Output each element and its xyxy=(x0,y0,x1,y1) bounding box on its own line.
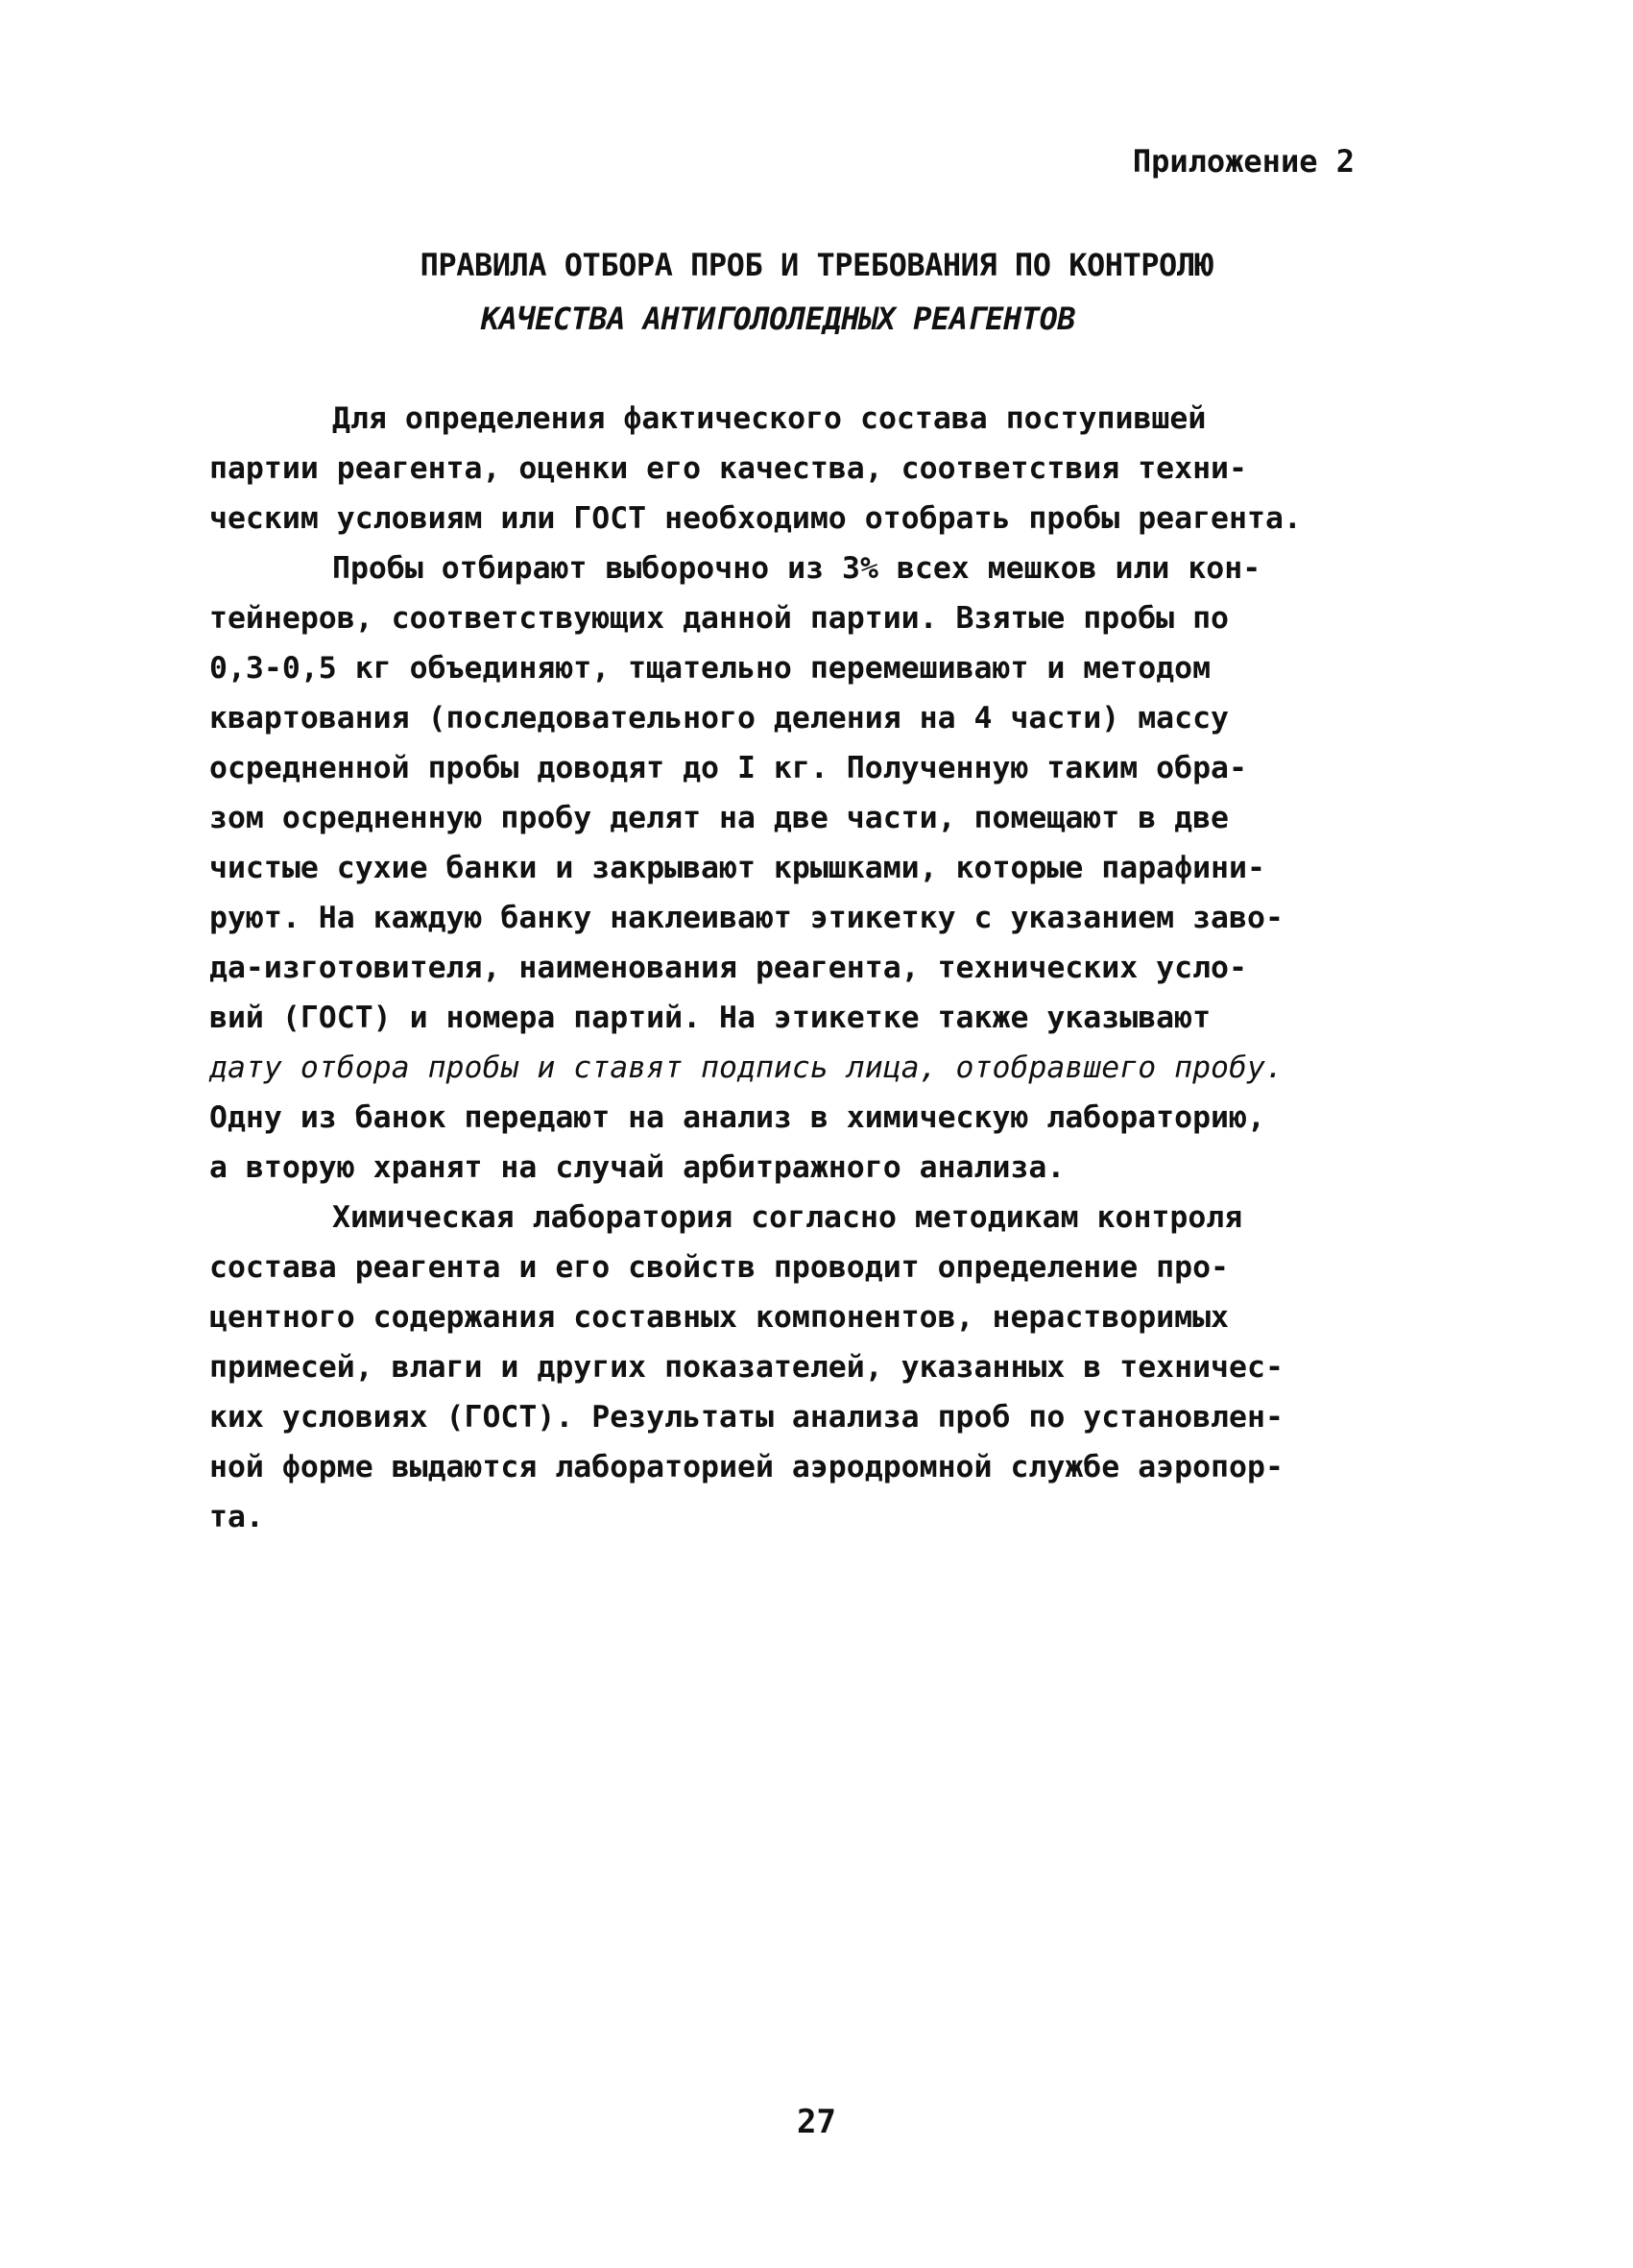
text-line: руют. На каждую банку наклеивают этикетку с указанием заво- xyxy=(209,901,1284,935)
paragraph-3 xyxy=(209,1193,1477,1542)
body-text xyxy=(209,394,1477,1542)
document-title xyxy=(0,238,1633,346)
text-line: квартования (последовательного деления на 4 части) массу xyxy=(209,701,1230,736)
title-line-2: КАЧЕСТВА АНТИГОЛОЛЕДНЫХ РЕАГЕНТОВ xyxy=(480,301,1076,337)
text-line: Химическая лаборатория согласно методикам контроля xyxy=(332,1200,1243,1235)
text-line: ких условиях (ГОСТ). Результаты анализа проб по установлен- xyxy=(209,1400,1284,1435)
text-line: чистые сухие банки и закрывают крышками, которые парафини- xyxy=(209,851,1265,885)
title-line-1: ПРАВИЛА ОТБОРА ПРОБ И ТРЕБОВАНИЯ ПО КОНТРОЛЮ xyxy=(420,247,1213,283)
page-number: 27 xyxy=(797,2103,836,2141)
text-line: ческим условиям или ГОСТ необходимо отобрать пробы реагента. xyxy=(209,501,1302,536)
text-line: примесей, влаги и других показателей, указанных в техничес- xyxy=(209,1350,1284,1385)
text-line: 0,3-0,5 кг объединяют, тщательно перемешивают и методом xyxy=(209,651,1212,686)
text-line: состава реагента и его свойств проводит определение про- xyxy=(209,1250,1230,1285)
text-line: ной форме выдаются лабораторией аэродромной службе аэропор- xyxy=(209,1450,1284,1484)
text-line: осредненной пробы доводят до I кг. Полученную таким обра- xyxy=(209,751,1247,785)
text-line: да-изготовителя, наименования реагента, технических усло- xyxy=(209,951,1247,985)
appendix-label: Приложение 2 xyxy=(1132,143,1355,180)
text-line: дату отбора пробы и ставят подпись лица, отобравшего пробу. xyxy=(209,1050,1284,1085)
paragraph-2 xyxy=(209,543,1477,1193)
text-line: Для определения фактического состава поступившей xyxy=(332,401,1207,436)
text-line: зом осредненную пробу делят на две части, помещают в две xyxy=(209,801,1230,835)
text-line: та. xyxy=(209,1500,264,1534)
text-line: а вторую хранят на случай арбитражного анализа. xyxy=(209,1150,1066,1185)
text-line: вий (ГОСТ) и номера партий. На этикетке также указывают xyxy=(209,1001,1212,1035)
text-line: тейнеров, соответствующих данной партии. Взятые пробы по xyxy=(209,601,1230,636)
text-line: Одну из банок передают на анализ в химическую лабораторию, xyxy=(209,1100,1265,1135)
text-line: Пробы отбирают выборочно из 3% всех мешков или кон- xyxy=(332,551,1261,586)
text-line: партии реагента, оценки его качества, соответствия техни- xyxy=(209,451,1247,486)
paragraph-1 xyxy=(209,394,1477,543)
text-line: центного содержания составных компонентов, нерастворимых xyxy=(209,1300,1230,1335)
